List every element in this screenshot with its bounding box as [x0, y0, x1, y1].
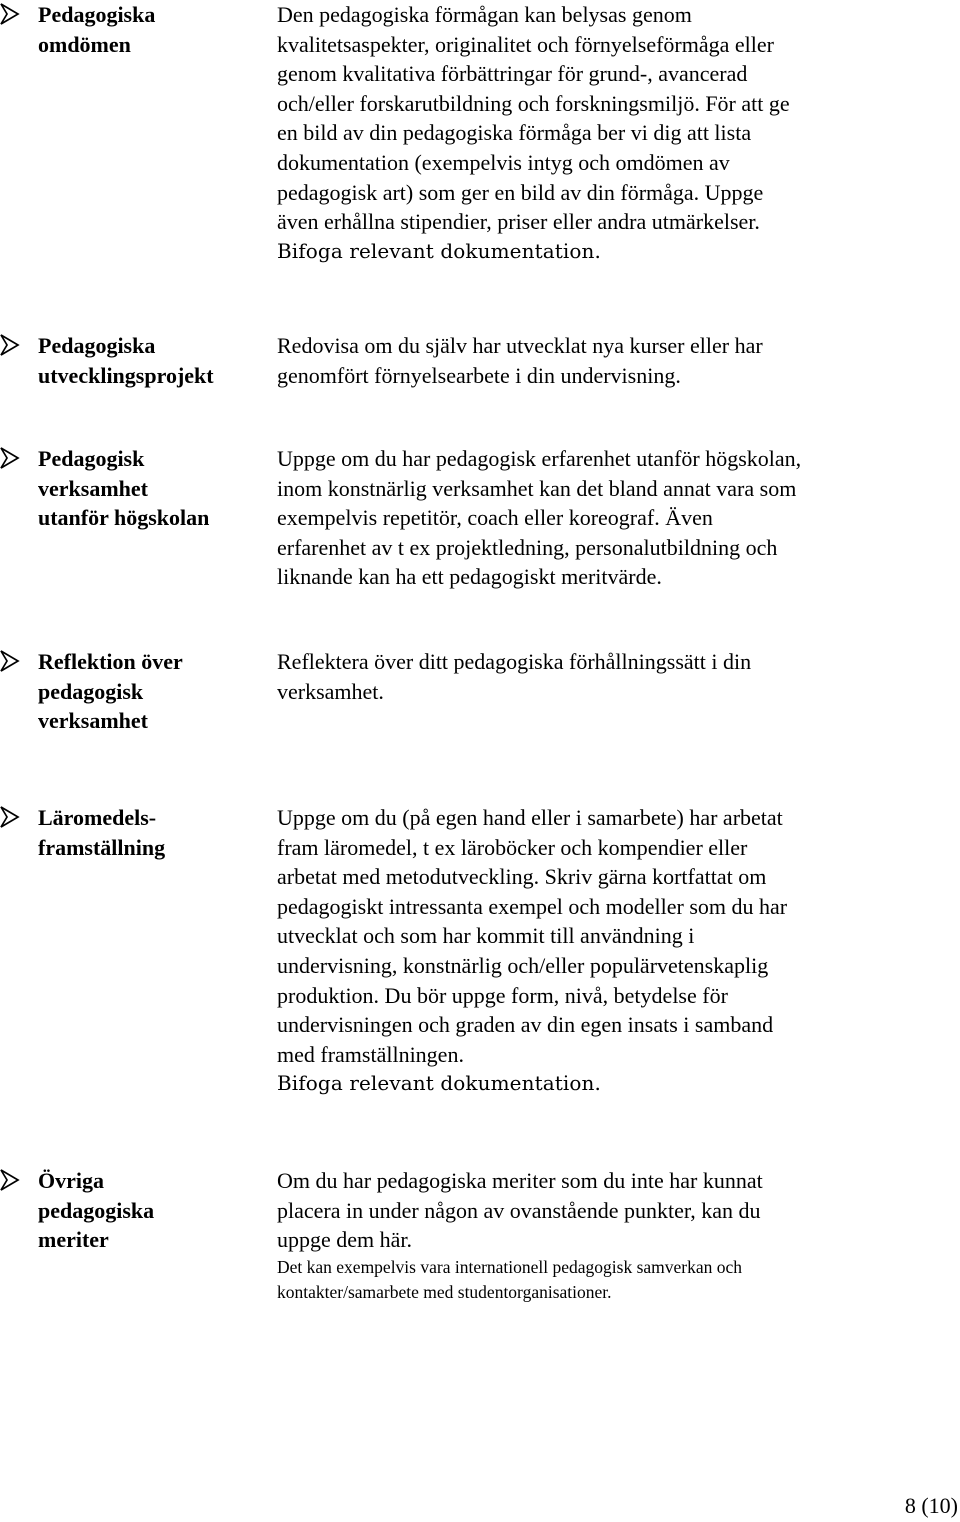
body-line: Redovisa om du själv har utvecklat nya kurser eller har — [277, 333, 763, 358]
body-line: fram läromedel, t ex läroböcker och kompendier eller — [277, 834, 748, 860]
section-body — [277, 331, 957, 390]
section-body — [277, 1166, 957, 1305]
attachment-note: Bifoga relevant dokumentation. — [277, 238, 601, 263]
body-line: undervisning, konstnärlig och/eller populärvetenskaplig — [277, 952, 769, 978]
section-heading: Pedagogiska omdömen — [38, 2, 156, 57]
body-line: kvalitetsaspekter, originalitet och förnyelseförmåga eller — [277, 31, 774, 57]
arrow-bullet-icon — [0, 806, 20, 828]
body-line: arbetat med metodutveckling. Skriv gärna kortfattat om — [277, 864, 767, 890]
body-line: inom konstnärlig verksamhet kan det bland annat vara som — [277, 475, 797, 501]
section-body — [277, 444, 957, 592]
section-body — [277, 647, 957, 706]
body-line: en bild av din pedagogiska förmåga ber vi dig att lista — [277, 120, 752, 146]
body-line: Den pedagogiska förmågan kan belysas genom — [277, 2, 692, 27]
body-line: placera in under någon av ovanstående punkter, kan du — [277, 1197, 761, 1223]
body-line: Reflektera över ditt pedagogiska förhållningssätt i din — [277, 649, 752, 674]
section-body — [277, 0, 957, 266]
arrow-bullet-icon — [0, 3, 20, 25]
page-number: 8 (10) — [904, 1493, 958, 1518]
body-line: exempelvis repetitör, coach eller koreograf. Även — [277, 505, 713, 531]
body-line: liknande kan ha ett pedagogiskt meritvärde. — [277, 564, 662, 590]
section-heading: Övriga pedagogiska meriter — [38, 1168, 155, 1253]
section-heading: Pedagogisk verksamhet utanför högskolan — [38, 446, 210, 531]
arrow-bullet-icon — [0, 1169, 20, 1191]
body-line: verksamhet. — [277, 678, 384, 704]
body-line: och/eller forskarutbildning och forskningsmiljö. För att ge — [277, 90, 790, 116]
arrow-bullet-icon — [0, 650, 20, 672]
small-note — [277, 1255, 957, 1305]
body-line: genomfört förnyelsearbete i din undervisning. — [277, 362, 681, 388]
body-line: erfarenhet av t ex projektledning, personalutbildning och — [277, 534, 778, 560]
body-line: produktion. Du bör uppge form, nivå, betydelse för — [277, 982, 728, 1008]
body-line: undervisningen och graden av din egen insats i samband — [277, 1012, 774, 1038]
body-line: dokumentation (exempelvis intyg och omdömen av — [277, 149, 730, 175]
body-line: Uppge om du (på egen hand eller i samarbete) har arbetat — [277, 805, 783, 830]
body-line: pedagogiskt intressanta exempel och modeller som du har — [277, 893, 788, 919]
body-line: pedagogisk art) som ger en bild av din förmåga. Uppge — [277, 179, 764, 205]
section-body — [277, 803, 957, 1098]
body-line: även erhållna stipendier, priser eller andra utmärkelser. — [277, 209, 760, 235]
arrow-bullet-icon — [0, 334, 20, 356]
section-heading: Reflektion över pedagogisk verksamhet — [38, 649, 183, 734]
body-line: Om du har pedagogiska meriter som du inte har kunnat — [277, 1168, 763, 1193]
body-line: Uppge om du har pedagogisk erfarenhet utanför högskolan, — [277, 446, 802, 471]
small-note-line: kontakter/samarbete med studentorganisationer. — [277, 1281, 612, 1302]
body-line: uppge dem här. — [277, 1227, 413, 1253]
body-line: genom kvalitativa förbättringar för grund-, avancerad — [277, 61, 748, 87]
small-note-line: Det kan exempelvis vara internationell pedagogisk samverkan och — [277, 1256, 743, 1277]
section-heading: Pedagogiska utvecklingsprojekt — [38, 333, 214, 388]
body-line: utvecklat och som har kommit till användning i — [277, 923, 695, 949]
body-line: med framställningen. — [277, 1041, 464, 1067]
section-heading: Läromedels- framställning — [38, 805, 166, 860]
arrow-bullet-icon — [0, 447, 20, 469]
attachment-note: Bifoga relevant dokumentation. — [277, 1071, 601, 1096]
